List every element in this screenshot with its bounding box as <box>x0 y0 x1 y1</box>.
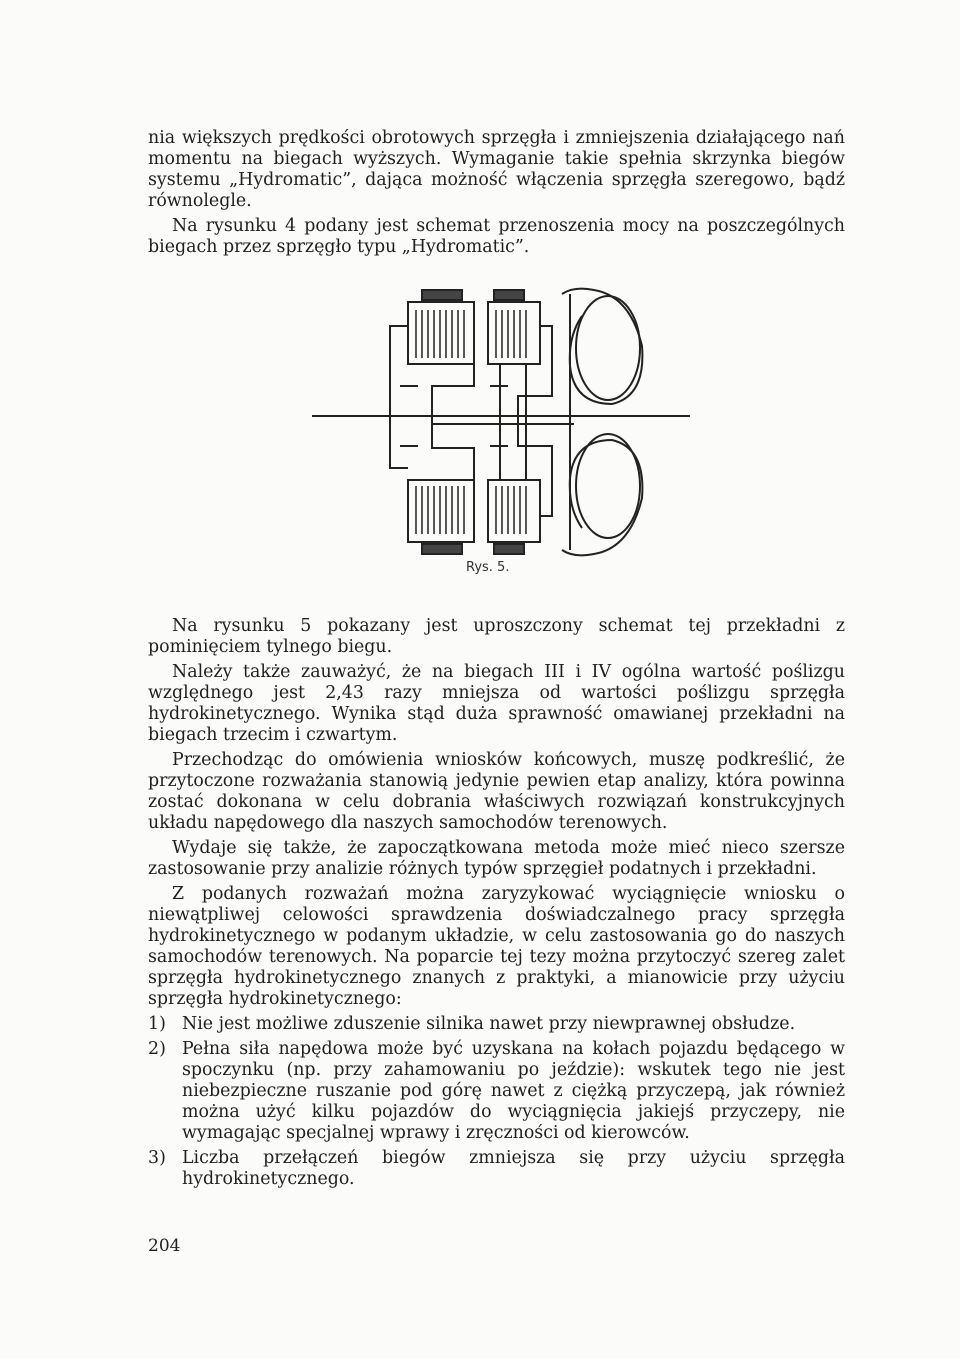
list-text: Liczba przełączeń biegów zmniejsza się przy użyciu sprzęgła hydrokinetycznego. <box>182 1148 845 1189</box>
paragraph: Na rysunku 5 pokazany jest uproszczony schemat tej przekładni z pominięciem tylnego biegu. <box>148 616 845 657</box>
list-text: Nie jest możliwe zduszenie silnika nawet przy niewprawnej obsłudze. <box>182 1014 796 1034</box>
paragraph: nia większych prędkości obrotowych sprzęgła i zmniejszenia działającego nań momentu na biegach wyższych. Wymaganie takie spełnia skrzynka biegów systemu „Hydromatic”, dająca możność włączenia sprzęgła szeregowo, bądź równolegle. <box>148 128 845 211</box>
page-number: 204 <box>148 1236 181 1256</box>
list-number: 3) <box>148 1148 166 1168</box>
list-text: Pełna siła napędowa może być uzyskana na kołach pojazdu będącego w spoczynku (np. przy zahamowaniu po jeździe): wskutek tego nie jest niebezpieczne ruszanie pod górę nawet z ciężką przyczepą, jak również można użyć kilku pojazdów do wyciągnięcia jakiejś przyczepy, nie wymagając specjalnej wprawy i zręczności od kierowców. <box>182 1039 845 1143</box>
text-block-bottom <box>148 616 845 1190</box>
list-number: 1) <box>148 1014 166 1034</box>
list-item <box>148 1039 845 1144</box>
list-number: 2) <box>148 1039 166 1059</box>
text-block-top <box>148 128 845 258</box>
figure-caption: Rys. 5. <box>466 560 510 575</box>
list-item <box>148 1014 845 1035</box>
transmission-schematic-figure <box>312 286 692 558</box>
paragraph: Na rysunku 4 podany jest schemat przenoszenia mocy na poszczególnych biegach przez sprzęgło typu „Hydromatic”. <box>148 216 845 257</box>
paragraph: Wydaje się także, że zapoczątkowana metoda może mieć nieco szersze zastosowanie przy analizie różnych typów sprzęgieł podatnych i przekładni. <box>148 838 845 879</box>
paragraph: Należy także zauważyć, że na biegach III i IV ogólna wartość poślizgu względnego jest 2,43 razy mniejsza od wartości poślizgu sprzęgła hydrokinetycznego. Wynika stąd duża sprawność omawianej przekładni na biegach trzecim i czwartym. <box>148 662 845 745</box>
list-item <box>148 1148 845 1190</box>
paragraph: Z podanych rozważań można zaryzykować wyciągnięcie wniosku o niewątpliwej celowości sprawdzenia doświadczalnego pracy sprzęgła hydrokinetycznego w podanym układzie, w celu zastosowania go do naszych samochodów terenowych. Na poparcie tej tezy można przytoczyć szereg zalet sprzęgła hydrokinetycznego znanych z praktyki, a mianowicie przy użyciu sprzęgła hydrokinetycznego: <box>148 884 845 1009</box>
paragraph: Przechodząc do omówienia wniosków końcowych, muszę podkreślić, że przytoczone rozważania stanowią jedynie pewien etap analizy, która powinna zostać dokonana w celu dobrania właściwych rozwiązań konstrukcyjnych układu napędowego dla naszych samochodów terenowych. <box>148 750 845 833</box>
